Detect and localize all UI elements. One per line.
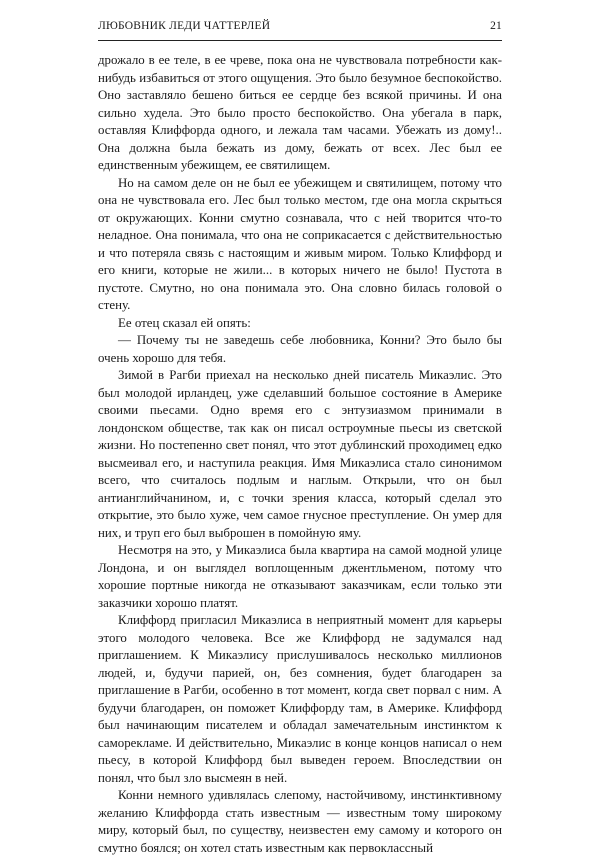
running-header xyxy=(98,20,502,40)
paragraph: дрожало в ее теле, в ее чреве, пока она не чувствовала потребности как-нибудь избавиться от этого ощущения. Это было безумное беспокойство. Оно заставляло бешено биться ее сердце без всякой причины. И она сильно худела. Это было просто беспокойство. Она убегала в парк, оставляя Клиффорда одного, и лежала там часами. Убежать из дому!.. Она должна была бежать из дому, бежать от всех. Лес был ее единственным убежищем, ее святилищем. xyxy=(98,53,502,172)
paragraph: Ее отец сказал ей опять: xyxy=(118,315,251,330)
header-rule xyxy=(98,40,502,41)
page-number: 21 xyxy=(490,20,502,32)
paragraph: Но на самом деле он не был ее убежищем и святилищем, потому что она не чувствовала его. Лес был только местом, где она могла скрыться от окружающих. Конни смутно сознавала, что с ней творится что-то неладное. Она понимала, что она не соприкасается с действительностью и что потеряла связь с настоящим и живым миром. Только Клиффорд и его книги, которые не жили... в которых ничего не было! Пустота в пустоте. Смутно, но она понимала это. Она словно билась головой о стену. xyxy=(98,175,502,312)
body-text xyxy=(98,52,502,857)
paragraph: — Почему ты не заведешь себе любовника, Конни? Это было бы очень хорошо для тебя. xyxy=(98,333,502,365)
running-title: ЛЮБОВНИК ЛЕДИ ЧАТТЕРЛЕЙ xyxy=(98,20,271,32)
paragraph: Клиффорд пригласил Микаэлиса в неприятный момент для карьеры этого молодого человека. Все же Клиффорд не задумался над приглашением. К Микаэлису прислушивалось несколько миллионов людей, и, будучи парией, он, без сомнения, будет благодарен за приглашение в Рагби, особенно в тот момент, когда свет порвал с ним. А будучи благодарен, он поможет Клиффорду там, в Америке. Клиффорд был начинающим писателем и обладал замечательным инстинктом к саморекламе. И действительно, Микаэлис в конце концов написал о нем пьесу, в которой Клиффорд был выведен героем. Впоследствии он понял, что был зло высмеян в ней. xyxy=(98,613,502,785)
paragraph: Зимой в Рагби приехал на несколько дней писатель Микаэлис. Это был молодой ирландец, уже сделавший большое состояние в Америке своими пьесами. Одно время его с энтузиазмом принимали в лондонском обществе, так как он писал остроумные пьесы из светской жизни. Но постепенно свет понял, что этот дублинский проходимец едко высмеивал его, и наступила реакция. Имя Микаэлиса стало синонимом всего, что считалось подлым и наглым. Открыли, что он был антианглийчанином, и, с точки зрения класса, который сделал это открытие, это было хуже, чем самое гнусное преступление. Он умер для них, и труп его был выброшен в помойную яму. xyxy=(98,368,502,540)
paragraph: Конни немного удивлялась слепому, настойчивому, инстинктивному желанию Клиффорда стать известным — известным тому широкому миру, который был, по существу, неизвестен ему самому и которого он смутно боялся; он хотел стать известным как первоклассный xyxy=(98,788,502,855)
paragraph: Несмотря на это, у Микаэлиса была квартира на самой модной улице Лондона, и он выглядел воплощенным джентльменом, потому что хорошие портные никогда не отказывают заказчикам, если только эти заказчики хорошо платят. xyxy=(98,543,502,610)
